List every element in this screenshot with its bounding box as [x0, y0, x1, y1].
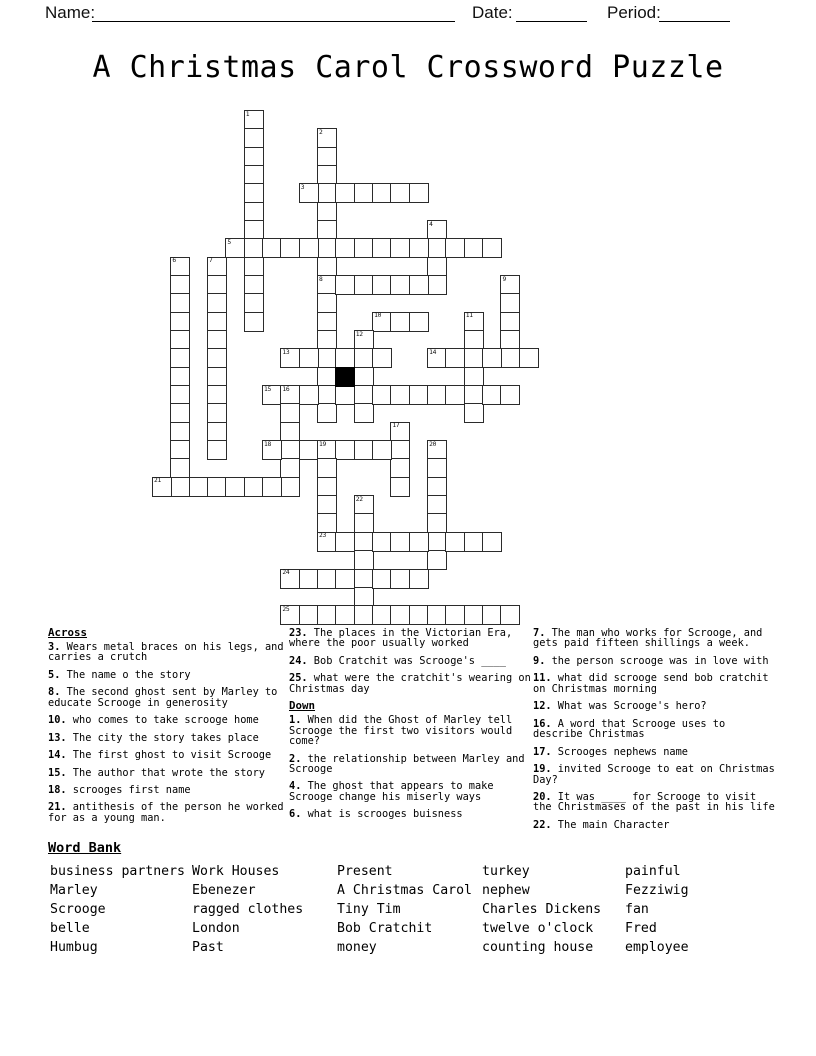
word-bank-word: Tiny Tim: [337, 901, 401, 917]
word-bank-word: Work Houses: [192, 863, 280, 879]
period-label: Period:: [607, 3, 661, 22]
clue-item: 16. A word that Scrooge uses to describe Christmas: [533, 717, 726, 741]
clue-section-header: Down: [289, 699, 316, 713]
crossword-cell[interactable]: [354, 587, 374, 607]
blocked-cell: [335, 367, 355, 387]
crossword-cell[interactable]: [445, 532, 465, 552]
crossword-cell[interactable]: [262, 238, 282, 258]
crossword-cell[interactable]: [427, 257, 447, 277]
crossword-cell[interactable]: [207, 477, 227, 497]
word-bank-word: money: [337, 940, 377, 956]
crossword-cell[interactable]: [354, 550, 374, 570]
crossword-cell[interactable]: [299, 385, 319, 405]
crossword-cell[interactable]: [262, 440, 282, 460]
word-bank-column: [625, 862, 689, 958]
clue-item: 15. The author that wrote the story: [48, 766, 265, 779]
crossword-cell[interactable]: [317, 183, 337, 203]
word-bank-word: business partners: [50, 863, 185, 879]
word-bank-word: employee: [625, 940, 689, 956]
crossword-cell[interactable]: [372, 275, 392, 295]
cell-number: 19: [319, 440, 327, 448]
crossword-cell[interactable]: [519, 348, 539, 368]
crossword-cell[interactable]: [299, 440, 319, 460]
crossword-cell[interactable]: [170, 422, 190, 442]
crossword-cell[interactable]: [317, 220, 337, 240]
crossword-cell[interactable]: [244, 477, 264, 497]
crossword-cell[interactable]: [372, 532, 392, 552]
clue-item: 18. scrooges first name: [48, 784, 191, 797]
crossword-cell[interactable]: [225, 477, 245, 497]
clues-column-1: [48, 628, 291, 830]
crossword-cell[interactable]: [244, 257, 264, 277]
word-bank: [48, 841, 788, 962]
word-bank-word: ragged clothes: [192, 901, 304, 917]
clue-item: 6. what is scrooges buisness: [289, 808, 463, 821]
word-bank-word: nephew: [482, 882, 530, 898]
clue-item: 8. The second ghost sent by Marley to educate Scrooge in generosity: [48, 686, 278, 709]
crossword-cell[interactable]: [207, 348, 227, 368]
crossword-cell[interactable]: [354, 403, 374, 423]
crossword-cell[interactable]: [500, 348, 520, 368]
clue-item: 9. the person scrooge was in love with: [533, 654, 769, 667]
clues-column-2: [289, 628, 532, 827]
clue-item: 21. antithesis of the person he worked for as a young man.: [48, 801, 284, 824]
crossword-cell[interactable]: [280, 458, 300, 478]
crossword-cell[interactable]: [317, 202, 337, 222]
crossword-cell[interactable]: [317, 330, 337, 350]
clue-item: 5. The name o the story: [48, 668, 191, 681]
crossword-cell[interactable]: [317, 532, 337, 552]
crossword-cell[interactable]: [390, 440, 410, 460]
clue-item: 25. what were the cratchit's wearing on Christmas day: [289, 672, 531, 695]
crossword-cell[interactable]: [317, 128, 337, 148]
clue-item: 3. Wears metal braces on his legs, and carries a crutch: [48, 640, 284, 664]
crossword-cell[interactable]: [482, 385, 502, 405]
crossword-cell[interactable]: [445, 605, 465, 625]
cell-number: 2: [319, 128, 323, 136]
cell-number: 18: [264, 440, 272, 448]
crossword-cell[interactable]: [335, 238, 355, 258]
clue-section-header: Across: [48, 626, 88, 639]
cell-number: 10: [374, 312, 382, 320]
word-bank-word: painful: [625, 863, 681, 879]
crossword-cell[interactable]: [280, 422, 300, 442]
crossword-cell[interactable]: [244, 110, 264, 130]
crossword-cell[interactable]: [390, 183, 410, 203]
word-bank-word: Charles Dickens: [482, 901, 602, 917]
crossword-cell[interactable]: [335, 183, 355, 203]
crossword-cell[interactable]: [244, 220, 264, 240]
crossword-cell[interactable]: [317, 403, 337, 423]
crossword-cell[interactable]: [354, 385, 374, 405]
crossword-cell[interactable]: [299, 348, 319, 368]
word-bank-word: fan: [625, 901, 649, 917]
crossword-cell[interactable]: [280, 477, 300, 497]
crossword-cell[interactable]: [280, 385, 300, 405]
cell-number: 17: [392, 422, 400, 430]
crossword-cell[interactable]: [464, 385, 484, 405]
crossword-cell[interactable]: [280, 605, 300, 625]
page-title: A Christmas Carol Crossword Puzzle: [92, 50, 724, 85]
crossword-cell[interactable]: [427, 220, 447, 240]
crossword-cell[interactable]: [390, 458, 410, 478]
word-bank-word: Bob Cratchit: [337, 921, 433, 937]
crossword-cell[interactable]: [409, 385, 429, 405]
crossword-cell[interactable]: [354, 605, 374, 625]
clue-item: 7. The man who works for Scrooge, and gets paid fifteen shillings a week.: [533, 627, 763, 650]
crossword-cell[interactable]: [390, 238, 410, 258]
clue-item: 20. It was ____ for Scrooge to visit the Christmases of the past in his life: [533, 790, 775, 814]
word-bank-column: [50, 862, 185, 958]
crossword-cell[interactable]: [335, 348, 355, 368]
crossword-cell[interactable]: [409, 183, 429, 203]
crossword-cell[interactable]: [427, 440, 447, 460]
crossword-cell[interactable]: [207, 422, 227, 442]
crossword-cell[interactable]: [170, 348, 190, 368]
clue-item: 1. When did the Ghost of Marley tell Scrooge the first two visitors would come?: [289, 714, 513, 748]
word-bank-word: Ebenezer: [192, 882, 256, 898]
crossword-cell[interactable]: [427, 238, 447, 258]
cell-number: 1: [245, 110, 250, 118]
word-bank-word: London: [192, 921, 240, 937]
cell-number: 22: [355, 495, 363, 503]
crossword-cell[interactable]: [464, 312, 484, 332]
crossword-cell[interactable]: [280, 238, 300, 258]
word-bank-word: A Christmas Carol: [337, 882, 472, 898]
cell-number: 24: [282, 569, 290, 576]
crossword-cell[interactable]: [427, 348, 447, 368]
crossword-cell[interactable]: [354, 569, 374, 589]
crossword-cell[interactable]: [207, 293, 227, 313]
crossword-cell[interactable]: [372, 440, 392, 460]
crossword-cell[interactable]: [464, 330, 484, 350]
clue-item: 22. The main Character: [533, 818, 670, 831]
clue-item: 12. What was Scrooge's hero?: [533, 700, 707, 713]
crossword-cell[interactable]: [317, 477, 337, 497]
crossword-cell[interactable]: [409, 532, 429, 552]
crossword-cell[interactable]: [464, 238, 484, 258]
crossword-cell[interactable]: [409, 312, 429, 332]
crossword-cell[interactable]: [354, 440, 374, 460]
crossword-cell[interactable]: [170, 275, 190, 295]
crossword-cell[interactable]: [317, 293, 337, 313]
cell-number: 21: [154, 477, 161, 485]
cell-number: 3: [300, 183, 305, 191]
crossword-cell[interactable]: [170, 385, 190, 405]
crossword-cell[interactable]: [244, 202, 264, 222]
crossword-cell[interactable]: [409, 275, 429, 295]
clue-item: 17. Scrooges nephews name: [533, 745, 688, 758]
word-bank-word: Scrooge: [50, 901, 106, 917]
cell-number: 14: [429, 348, 437, 356]
crossword-cell[interactable]: [207, 403, 227, 423]
crossword-cell[interactable]: [500, 605, 520, 625]
crossword-cell[interactable]: [427, 458, 447, 478]
crossword-cell[interactable]: [390, 532, 410, 552]
crossword-cell[interactable]: [409, 569, 429, 589]
crossword-cell[interactable]: [427, 550, 447, 570]
crossword-cell[interactable]: [170, 330, 190, 350]
crossword-cell[interactable]: [317, 238, 337, 258]
crossword-cell[interactable]: [244, 238, 264, 258]
crossword-cell[interactable]: [262, 385, 282, 405]
crossword-cell[interactable]: [372, 348, 392, 368]
crossword-cell[interactable]: [170, 440, 190, 460]
cell-number: 6: [172, 257, 176, 265]
word-bank-column: [192, 862, 303, 958]
crossword-cell[interactable]: [335, 569, 355, 589]
cell-number: 7: [209, 257, 213, 265]
cell-number: 5: [227, 238, 231, 246]
word-bank-column: [482, 862, 601, 958]
crossword-cell[interactable]: [244, 147, 264, 167]
crossword-cell[interactable]: [335, 605, 355, 625]
crossword-cell[interactable]: [317, 257, 337, 277]
cell-number: 9: [502, 275, 506, 283]
crossword-cell[interactable]: [335, 532, 355, 552]
crossword-cell[interactable]: [354, 495, 374, 515]
crossword-cell[interactable]: [170, 312, 190, 332]
crossword-cell[interactable]: [207, 385, 227, 405]
clue-item: 2. the relationship between Marley and Scrooge: [289, 752, 525, 776]
crossword-cell[interactable]: [409, 238, 429, 258]
crossword-cell[interactable]: [207, 312, 227, 332]
crossword-cell[interactable]: [427, 532, 447, 552]
crossword-cell[interactable]: [170, 257, 190, 277]
crossword-cell[interactable]: [354, 532, 374, 552]
cell-number: 12: [355, 330, 363, 338]
word-bank-word: belle: [50, 921, 90, 937]
crossword-cell[interactable]: [354, 348, 374, 368]
clue-item: 24. Bob Cratchit was Scrooge's ____: [289, 654, 506, 667]
word-bank-title: Word Bank: [48, 840, 122, 856]
crossword-cell[interactable]: [317, 385, 337, 405]
crossword-cell[interactable]: [500, 312, 520, 332]
clue-item: 4. The ghost that appears to make Scrooge change his miserly ways: [289, 780, 494, 803]
crossword-cell[interactable]: [372, 569, 392, 589]
cell-number: 13: [282, 348, 290, 356]
crossword-cell[interactable]: [299, 183, 319, 203]
crossword-cell[interactable]: [152, 477, 172, 497]
crossword-cell[interactable]: [299, 569, 319, 589]
crossword-cell[interactable]: [390, 312, 410, 332]
crossword-cell[interactable]: [354, 330, 374, 350]
clue-item: 14. The first ghost to visit Scrooge: [48, 749, 272, 762]
crossword-cell[interactable]: [464, 367, 484, 387]
word-bank-word: Marley: [50, 882, 98, 898]
crossword-cell[interactable]: [170, 293, 190, 313]
clue-item: 19. invited Scrooge to eat on Christmas Day?: [533, 763, 775, 786]
cell-number: 8: [319, 275, 323, 283]
word-bank-column: [337, 862, 472, 958]
crossword-cell[interactable]: [445, 385, 465, 405]
word-bank-word: turkey: [482, 863, 530, 879]
crossword-cell[interactable]: [500, 385, 520, 405]
crossword-cell[interactable]: [299, 605, 319, 625]
crossword-cell[interactable]: [317, 165, 337, 185]
cell-number: 15: [264, 385, 272, 393]
crossword-cell[interactable]: [207, 440, 227, 460]
crossword-cell[interactable]: [427, 477, 447, 497]
clue-item: 11. what did scrooge send bob cratchit on Christmas morning: [533, 672, 769, 695]
crossword-cell[interactable]: [299, 238, 319, 258]
crossword-cell[interactable]: [170, 458, 190, 478]
crossword-cell[interactable]: [354, 183, 374, 203]
crossword-cell[interactable]: [390, 569, 410, 589]
crossword-cell[interactable]: [280, 569, 300, 589]
crossword-cell[interactable]: [354, 275, 374, 295]
crossword-cell[interactable]: [170, 477, 190, 497]
crossword-cell[interactable]: [372, 312, 392, 332]
crossword-cell[interactable]: [244, 275, 264, 295]
crossword-cell[interactable]: [464, 348, 484, 368]
crossword-cell[interactable]: [317, 348, 337, 368]
crossword-cell[interactable]: [500, 275, 520, 295]
crossword-cell[interactable]: [317, 495, 337, 515]
crossword-cell[interactable]: [390, 385, 410, 405]
period-line[interactable]: [659, 1, 730, 22]
crossword-cell[interactable]: [335, 385, 355, 405]
crossword-cell[interactable]: [244, 183, 264, 203]
crossword-cell[interactable]: [427, 513, 447, 533]
crossword-cell[interactable]: [445, 238, 465, 258]
cell-number: 16: [282, 385, 290, 393]
word-bank-word: Humbug: [50, 940, 98, 956]
crossword-cell[interactable]: [244, 312, 264, 332]
crossword-cell[interactable]: [354, 367, 374, 387]
crossword-grid: [152, 110, 538, 624]
cell-number: 25: [282, 605, 290, 613]
crossword-cell[interactable]: [207, 330, 227, 350]
cell-number: 23: [319, 532, 327, 540]
cell-number: 11: [465, 312, 473, 320]
name-label: Name:: [45, 3, 96, 22]
crossword-cell[interactable]: [317, 275, 337, 295]
clues-column-3: [533, 628, 776, 837]
crossword-cell[interactable]: [207, 275, 227, 295]
word-bank-columns: [48, 862, 788, 962]
crossword-cell[interactable]: [244, 128, 264, 148]
word-bank-word: Past: [192, 940, 224, 956]
crossword-cell[interactable]: [372, 183, 392, 203]
crossword-cell[interactable]: [170, 367, 190, 387]
crossword-cell[interactable]: [427, 605, 447, 625]
crossword-cell[interactable]: [372, 238, 392, 258]
crossword-cell[interactable]: [482, 532, 502, 552]
crossword-cell[interactable]: [244, 293, 264, 313]
crossword-cell[interactable]: [335, 275, 355, 295]
crossword-cell[interactable]: [280, 403, 300, 423]
word-bank-word: twelve o'clock: [482, 921, 594, 937]
crossword-cell[interactable]: [445, 348, 465, 368]
crossword-cell[interactable]: [390, 275, 410, 295]
cell-number: 4: [429, 220, 433, 228]
crossword-cell[interactable]: [225, 238, 245, 258]
crossword-cell[interactable]: [482, 238, 502, 258]
crossword-cell[interactable]: [244, 165, 264, 185]
clue-item: 10. who comes to take scrooge home: [48, 714, 259, 727]
crossword-cell[interactable]: [354, 513, 374, 533]
word-bank-word: Fred: [625, 921, 657, 937]
crossword-cell[interactable]: [427, 385, 447, 405]
word-bank-word: Present: [337, 863, 393, 879]
crossword-cell[interactable]: [427, 495, 447, 515]
crossword-cell[interactable]: [317, 605, 337, 625]
crossword-cell[interactable]: [317, 569, 337, 589]
crossword-cell[interactable]: [317, 458, 337, 478]
crossword-cell[interactable]: [482, 605, 502, 625]
crossword-cell[interactable]: [390, 605, 410, 625]
crossword-cell[interactable]: [170, 403, 190, 423]
date-label: Date:: [472, 3, 513, 22]
crossword-cell[interactable]: [280, 440, 300, 460]
word-bank-word: Fezziwig: [625, 882, 689, 898]
crossword-cell[interactable]: [317, 312, 337, 332]
crossword-cell[interactable]: [464, 532, 484, 552]
cell-number: 20: [429, 440, 437, 448]
name-line[interactable]: [92, 1, 455, 22]
crossword-cell[interactable]: [317, 147, 337, 167]
word-bank-word: counting house: [482, 940, 594, 956]
crossword-cell[interactable]: [427, 275, 447, 295]
clue-item: 13. The city the story takes place: [48, 731, 259, 744]
crossword-cell[interactable]: [317, 440, 337, 460]
date-line[interactable]: [516, 1, 587, 22]
crossword-cell[interactable]: [464, 403, 484, 423]
crossword-cell[interactable]: [500, 330, 520, 350]
clue-item: 23. The places in the Victorian Era, where the poor usually worked: [289, 627, 513, 650]
crossword-cell[interactable]: [354, 238, 374, 258]
crossword-cell[interactable]: [317, 513, 337, 533]
crossword-cell[interactable]: [464, 605, 484, 625]
crossword-cell[interactable]: [207, 257, 227, 277]
crossword-cell[interactable]: [372, 605, 392, 625]
crossword-cell[interactable]: [207, 367, 227, 387]
crossword-cell[interactable]: [500, 293, 520, 313]
crossword-cell[interactable]: [335, 440, 355, 460]
crossword-cell[interactable]: [409, 605, 429, 625]
crossword-cell[interactable]: [317, 367, 337, 387]
crossword-cell[interactable]: [390, 422, 410, 442]
crossword-cell[interactable]: [262, 477, 282, 497]
crossword-cell[interactable]: [482, 348, 502, 368]
crossword-cell[interactable]: [390, 477, 410, 497]
crossword-cell[interactable]: [280, 348, 300, 368]
crossword-cell[interactable]: [189, 477, 209, 497]
crossword-cell[interactable]: [372, 385, 392, 405]
